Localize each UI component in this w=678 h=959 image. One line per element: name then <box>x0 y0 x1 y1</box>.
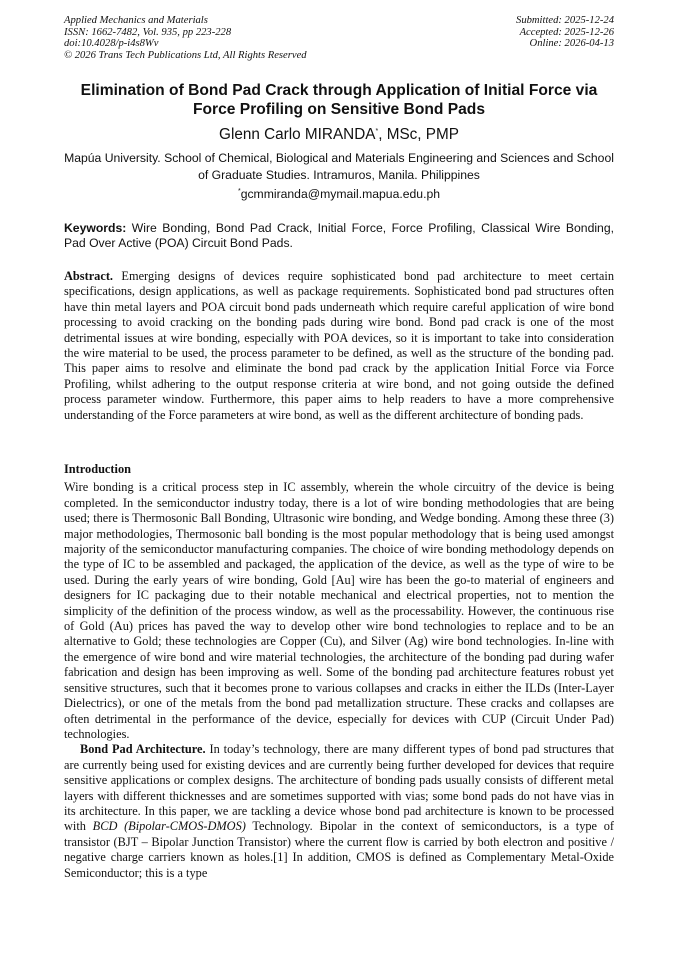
abstract-label: Abstract. <box>64 269 114 283</box>
affiliation: Mapúa University. School of Chemical, Biological and Materials Engineering and Sciences and School of Graduate Studies. Intramuros, Manila. Philippines <box>64 151 614 182</box>
author-suffix: , MSc, PMP <box>378 126 459 143</box>
bond-pad-paragraph <box>64 742 614 881</box>
doi: doi:10.4028/p-i4s8Wv <box>64 38 159 50</box>
keywords-label: Keywords: <box>64 221 127 235</box>
introduction <box>64 462 614 881</box>
paper-title: Elimination of Bond Pad Crack through Application of Initial Force via Force Profiling on Sensitive Bond Pads <box>80 82 598 118</box>
bcd-term: BCD (Bipolar-CMOS-DMOS) <box>92 819 246 834</box>
copyright: © 2026 Trans Tech Publications Ltd, All Rights Reserved <box>64 49 307 61</box>
paragraph-text: In today’s technology, there are many different types of bond pad structures that are currently being used for existing devices and are currently being further developed for devices that require sensitive applications or complex designs. The architecture of bonding pads usually consists of different metal layers with different thicknesses and are sometimes supported with vias; some bond pads do not have vias in its architecture. In this paper, we are tackling a device whose bond pad architecture is known to be processed with <box>64 742 615 834</box>
journal-name: Applied Mechanics and Materials <box>64 15 208 26</box>
author-name: Glenn Carlo MIRANDA <box>219 126 376 143</box>
section-heading: Introduction <box>64 462 131 476</box>
submitted-date: Submitted: 2025-12-24 <box>516 15 614 26</box>
abstract <box>64 269 614 423</box>
issn: ISSN: 1662-7482, Vol. 935, pp 223-228 <box>64 26 232 38</box>
email-mark: * <box>237 187 241 195</box>
email <box>0 187 678 201</box>
journal-info <box>64 15 307 61</box>
online-date: Online: 2026-04-13 <box>529 38 614 50</box>
author <box>0 126 678 144</box>
abstract-text: Emerging designs of devices require sophisticated bond pad architecture to meet certain specifications, design applications, as well as package requirements. Sophisticated bond pad structures often have thin metal layers and POA circuit bond pads underneath which require careful application of wire bond processing to avoid cracking on the bonding pads during wire bond. Bond pad crack is one of the most detrimental issues at wire bonding, especially with POA devices, so it is important to take into consideration the wire material to be used, the process parameter to be defined, as well as the structure of the bonding pad. This paper aims to resolve and eliminate the bond pad crack by the application Initial Force via Force Profiling, whilst adhering to the output response criteria at wire bond, and not going outside the defined process parameter window. Furthermore, this paper aims to help readers to have a more comprehensive understanding of the Force parameters at wire bond, as well as the different architecture of bonding pads. <box>64 269 614 422</box>
paragraph-text: Technology. Bipolar in the context of semiconductors, is a type of transistor (BJT – Bipolar Junction Transistor) where the current flow is carried by both electron and positive / negative charge carriers known as holes.[1] In addition, CMOS is defined as Complementary Metal-Oxide Semiconductor; this is a type <box>64 819 615 880</box>
keywords-text: Wire Bonding, Bond Pad Crack, Initial Force, Force Profiling, Classical Wire Bonding, Pad Over Active (POA) Circuit Bond Pads. <box>64 221 614 250</box>
author-mark: * <box>375 127 379 135</box>
accepted-date: Accepted: 2025-12-26 <box>519 26 614 38</box>
intro-paragraph: Wire bonding is a critical process step in IC assembly, wherein the whole circuitry of the device is being completed. In the semiconductor industry today, there is a lot of wire bonding methodologies that are being used; there is Thermosonic Ball Bonding, Ultrasonic wire bonding, and Wedge bonding. Among these three (3) major methodologies, Thermosonic ball bonding is the most popular methodology that is being used amongst majority of the semiconductor manufacturing companies. The choice of wire bonding methodology depends on the type of IC to be assembled and packaged, the application of the device, as well as the type of wire to be used. During the early years of wire bonding, Gold [Au] wire has been the go-to material of engineers and designers for IC packaging due to their notable mechanical and electrical properties, not to mention the simplicity of the definition of the process window, as well as the processability. However, the continuous rise of Gold (Au) prices has paved the way to develop other wire bond technologies to replace and to be an alternative to Gold; these technologies are Copper (Cu), and Silver (Ag) wire bond technologies. In-line with the emergence of wire bond and wire material technologies, the architecture of the bonding pad during wafer fabrication and design has been improving as well. Some of the bonding pad architecture features robust yet sensitive structures, such that it becomes prone to various collapses and cracks in either the ILDs (Inter-Layer Dielectrics), or one of the metals from the bond pad metallization structure. These cracks and collapses are often detrimental in the performance of the device, especially for devices with CUP (Circuit Under Pad) technologies. <box>64 480 614 741</box>
dates <box>516 15 614 50</box>
email-address[interactable]: gcmmiranda@mymail.mapua.edu.ph <box>240 187 441 201</box>
keywords <box>64 221 614 251</box>
subsection-label: Bond Pad Architecture. <box>80 742 206 757</box>
